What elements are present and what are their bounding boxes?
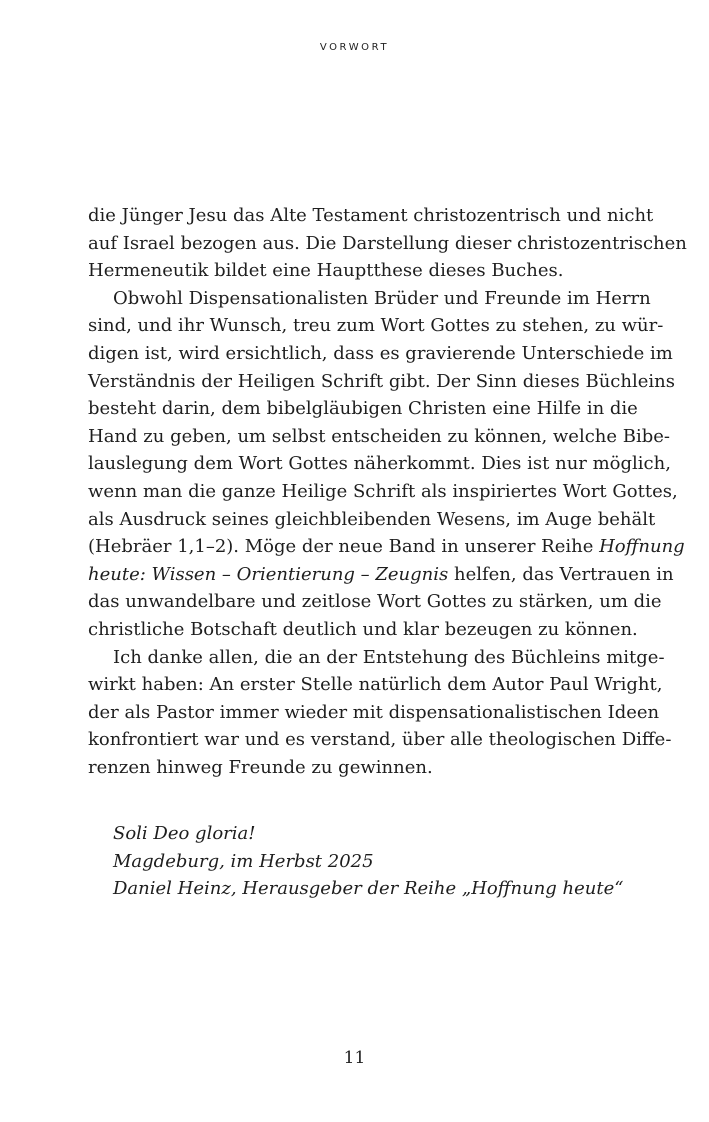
text-line: Verständnis der Heiligen Schrift gibt. Der Sinn dieses Büchleins: [88, 370, 675, 392]
text-line: als Ausdruck seines gleichbleibenden Wesens, im Auge behält: [88, 508, 656, 530]
text-line: wenn man die ganze Heilige Schrift als inspiriertes Wort Gottes,: [88, 480, 678, 502]
closing-place-date: Magdeburg, im Herbst 2025: [113, 850, 374, 872]
running-head: VORWORT: [319, 42, 390, 53]
text-line: [88, 561, 674, 589]
text-line: lauslegung dem Wort Gottes näherkommt. Dies ist nur möglich,: [88, 453, 671, 475]
text-line: besteht darin, dem bibelgläubigen Christen eine Hilfe in die: [88, 398, 638, 420]
text-line: christliche Botschaft deutlich und klar bezeugen zu können.: [88, 618, 638, 640]
closing-signature: Daniel Heinz, Herausgeber der Reihe „Hoffnung heute“: [113, 878, 624, 900]
text-line: die Jünger Jesu das Alte Testament christozentrisch und nicht: [88, 205, 654, 226]
text-line: digen ist, wird ersichtlich, dass es gravierende Unterschiede im: [88, 342, 673, 364]
series-title-italic: heute: Wissen – Orientierung – Zeugnis: [88, 563, 449, 585]
body-text: [88, 202, 687, 781]
text-segment: (Hebräer 1,1–2). Möge der neue Band in unserer Reihe: [88, 536, 600, 558]
text-line: Hand zu geben, um selbst entscheiden zu können, welche Bibe-: [88, 425, 671, 447]
text-line: das unwandelbare und zeitlose Wort Gottes zu stärken, um die: [88, 591, 662, 613]
text-line: auf Israel bezogen aus. Die Darstellung dieser christozentrischen: [88, 232, 687, 254]
text-line: Ich danke allen, die an der Entstehung des Büchleins mitge-: [113, 646, 665, 668]
text-line: Hermeneutik bildet eine Hauptthese dieses Buches.: [88, 260, 564, 282]
text-line: [88, 533, 685, 561]
text-line: konfrontiert war und es verstand, über alle theologischen Diffe-: [88, 729, 672, 751]
closing-motto: Soli Deo gloria!: [113, 823, 256, 844]
text-line: wirkt haben: An erster Stelle natürlich dem Autor Paul Wright,: [88, 674, 663, 696]
text-line: sind, und ihr Wunsch, treu zum Wort Gottes zu stehen, zu wür-: [88, 315, 664, 337]
page-number: 11: [343, 1048, 366, 1068]
text-segment: helfen, das Vertrauen in: [448, 563, 674, 585]
series-title-italic: Hoffnung: [599, 536, 685, 558]
closing-block: [113, 820, 623, 903]
text-line: Obwohl Dispensationalisten Brüder und Freunde im Herrn: [113, 287, 651, 309]
text-line: der als Pastor immer wieder mit dispensationalistischen Ideen: [88, 701, 660, 723]
text-line: renzen hinweg Freunde zu gewinnen.: [88, 756, 433, 778]
